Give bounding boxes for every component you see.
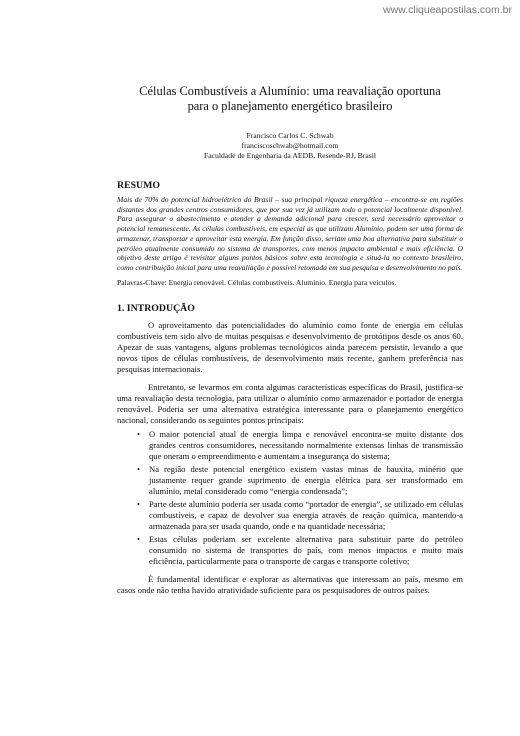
list-item [137, 464, 463, 497]
paper-page [117, 84, 463, 596]
author-email: franciscoschwab@hotmail.com [241, 141, 339, 150]
bullet-icon: • [137, 429, 141, 440]
list-item-text: O maior potencial atual de energia limpa e renovável encontra-se muito distante dos grandes centros consumidores, necessitando normalmente extensas linhas de transmissão que oneram o empreendimento e aumentam a insegurança do sistema; [149, 429, 463, 462]
title-line-2: para o planejamento energético brasileiro [187, 99, 393, 113]
paper-title [111, 84, 469, 114]
author-name: Francisco Carlos C. Schwab [246, 131, 334, 140]
bullet-icon: • [137, 464, 141, 475]
section-heading-introduction: 1. INTRODUÇÃO [117, 303, 195, 315]
list-item [137, 534, 463, 567]
list-item [137, 429, 463, 462]
list-item [137, 499, 463, 532]
list-item-text: Estas células poderiam ser excelente alternativa para substituir parte do petróleo consumido no sistema de transportes do país, com menos impactos e muito mais eficiência, particularmente para o transporte de cargas e transporte coletivo; [149, 534, 463, 567]
list-item-text: Parte deste alumínio poderia ser usada como “portador de energia”, se utilizado em células combustíveis, e capaz de devolver sua energia através de reação química, mantendo-a armazenada para ser usada quando, onde e na quantidade necessária; [149, 499, 463, 532]
intro-paragraph-3: É fundamental identificar e explorar as alternativas que interessam ao país, mesmo em casos onde não tenha havido atratividade suficiente para os pesquisadores de outros países. [117, 574, 463, 596]
bullet-list [117, 429, 463, 567]
bullet-icon: • [137, 534, 141, 545]
author-block [117, 131, 463, 161]
list-item-text: Na região deste potencial energético existem vastas minas de bauxita, minério que justamente requer grande suprimento de energia elétrica para ser transformado em alumínio, metal considerado como “energia condensada”; [149, 464, 463, 497]
author-affiliation: Faculdade de Engenharia da AEDB, Resende-RJ, Brasil [203, 151, 377, 160]
abstract-heading: RESUMO [117, 180, 161, 191]
intro-paragraph-1: O aproveitamento das potencialidades do alumínio como fonte de energia em células combustíveis tem sido alvo de muitas pesquisas e desenvolvimento de protótipos desde os anos 60. Apezar de suas vantagens, alguns problemas tecnológicos ainda parecem persistir, levando a que novos tipos de células combustíveis, de desenvolvimento mais recente, ganhem preferência nas pesquisas internacionais. [117, 320, 463, 375]
keywords: Palavras-Chave: Energia renovável. Células combustíveis. Alumínio. Energia para veículos. [117, 277, 397, 287]
title-line-1: Células Combustíveis a Alumínio: uma reavaliação oportuna [139, 84, 441, 98]
watermark: www.cliqueapostilas.com.br [383, 4, 512, 16]
abstract-text: Mais de 70% do potencial hidroelétrico do Brasil – sua principal riqueza energética – encontra-se em regiões distantes dos grandes centros consumidores, que por sua vez já utilizam todo o potencial localmente disponível. Para assegurar o abastecimento e atender a demanda adicional para crescer, será necessário aproveitar o potencial remanescente. As células combustíveis, em especial as que utilizam Alumínio, podem ser uma forma de armazenar, transportar e aproveitar esta energia. Em função disso, seriam uma boa alternativa para substituir o petróleo atualmente consumido no sistema de transportes, com menos impacto ambiental e mais eficiência. O objetivo deste artigo é revisitar alguns pontos básicos sobre esta tecnologia e situá-la no contexto brasileiro, como contribuição inicial para uma reavaliação e possível retomada em sua pesquisa e desenvolvimento no país. [117, 195, 463, 272]
bullet-icon: • [137, 499, 141, 510]
intro-paragraph-2: Entretanto, se levarmos em conta algumas características específicas do Brasil, justifica-se uma reavaliação desta tecnologia, para utilizar o alumínio como armazenador e portador de energia renovável. Poderia ser uma alternativa estratégica interessante para o planejamento energético nacional, considerando os seguintes pontos principais: [117, 382, 463, 426]
